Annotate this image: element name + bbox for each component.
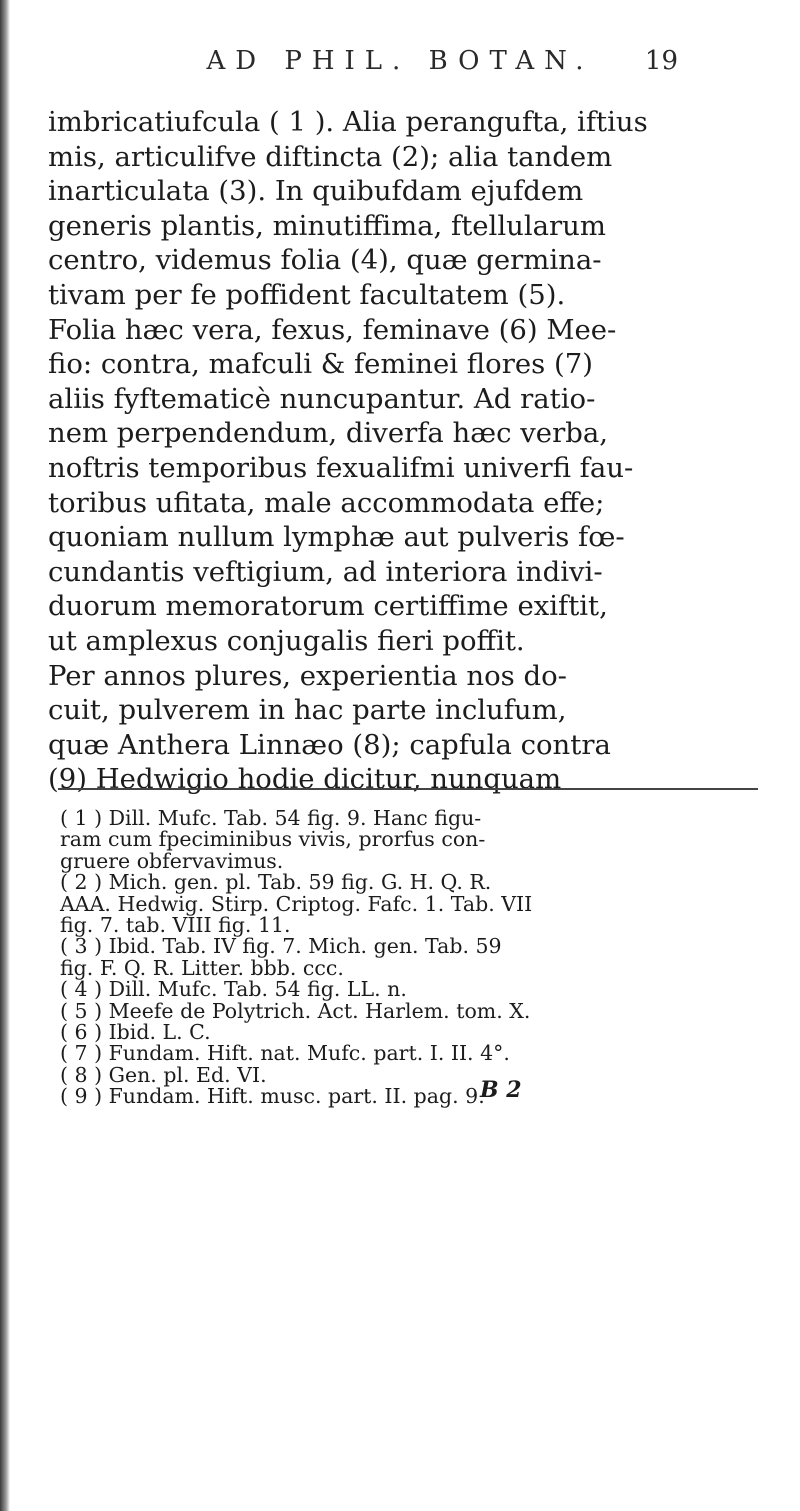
text-line: cuit, pulverem in hac parte inclufum,	[48, 694, 567, 727]
footnote-line: ( 2 ) Mich. gen. pl. Tab. 59 fig. G. H. Q. R.	[60, 870, 492, 895]
text-line: ut amplexus conjugalis fieri poffit.	[48, 624, 525, 657]
text-line: centro, videmus folia (4), quæ germina-	[48, 244, 602, 277]
footnote-line: AAA. Hedwig. Stirp. Criptog. Fafc. 1. Tab. VII	[60, 891, 533, 916]
text-line: duorum memoratorum certiffime exiftit,	[48, 590, 608, 623]
footnote-line: fig. 7. tab. VIII fig. 11.	[60, 912, 291, 937]
footnote-line: gruere obfervavimus.	[60, 848, 284, 873]
footnotes	[60, 808, 770, 1107]
footnote-line: fig. F. Q. R. Litter. bbb. ccc.	[60, 955, 344, 980]
text-line: Folia hæc vera, fexus, feminave (6) Mee-	[48, 313, 617, 346]
running-head: AD PHIL. BOTAN.	[206, 46, 594, 76]
text-line: inarticulata (3). In quibufdam ejufdem	[48, 175, 584, 208]
footnote-separator	[58, 788, 758, 790]
footnote-line: ( 8 ) Gen. pl. Ed. VI.	[60, 1062, 267, 1087]
footnote-line: ( 9 ) Fundam. Hift. musc. part. II. pag. 9.	[60, 1084, 485, 1109]
text-line: Per annos plures, experientia nos do-	[48, 659, 567, 692]
text-line: aliis fyftematicè nuncupantur. Ad ratio-	[48, 382, 596, 415]
binding-shadow	[0, 0, 10, 1511]
footnote-line: ( 5 ) Meefe de Polytrich. Act. Harlem. tom. X.	[60, 998, 531, 1023]
text-line: quoniam nullum lymphæ aut pulveris fœ-	[48, 521, 625, 554]
text-line: mis, articulifve diftincta (2); alia tandem	[48, 140, 613, 173]
page-number: 19	[644, 46, 678, 76]
text-line: toribus ufitata, male accommodata effe;	[48, 486, 605, 519]
text-line: quæ Anthera Linnæo (8); capfula contra	[48, 728, 611, 761]
body-text	[48, 105, 772, 797]
footnote-line: ( 3 ) Ibid. Tab. IV fig. 7. Mich. gen. Tab. 59	[60, 934, 502, 959]
footnote-line: ( 1 ) Dill. Mufc. Tab. 54 fig. 9. Hanc figu-	[60, 806, 482, 830]
signature-mark: B 2	[480, 1077, 522, 1103]
footnote-line: ( 7 ) Fundam. Hift. nat. Mufc. part. I. II. 4°.	[60, 1041, 510, 1066]
footnote-line: ram cum fpeciminibus vivis, prorfus con-	[60, 827, 486, 852]
text-line: generis plantis, minutiffima, ftellularum	[48, 209, 606, 242]
text-line: nem perpendendum, diverfa hæc verba,	[48, 417, 608, 450]
text-line: cundantis veftigium, ad interiora indivi-	[48, 555, 603, 588]
text-line: tivam per fe poffident facultatem (5).	[48, 278, 566, 311]
footnote-line: ( 4 ) Dill. Mufc. Tab. 54 fig. LL. n.	[60, 977, 407, 1002]
text-line: noftris temporibus fexualifmi univerfi fau-	[48, 451, 634, 484]
text-line: imbricatiufcula ( 1 ). Alia perangufta, iftius	[48, 106, 648, 138]
text-line: fio: contra, mafculi & feminei flores (7)	[48, 348, 593, 381]
text-line: (9) Hedwigio hodie dicitur, nunquam	[48, 763, 562, 796]
footnote-line: ( 6 ) Ibid. L. C.	[60, 1019, 211, 1044]
